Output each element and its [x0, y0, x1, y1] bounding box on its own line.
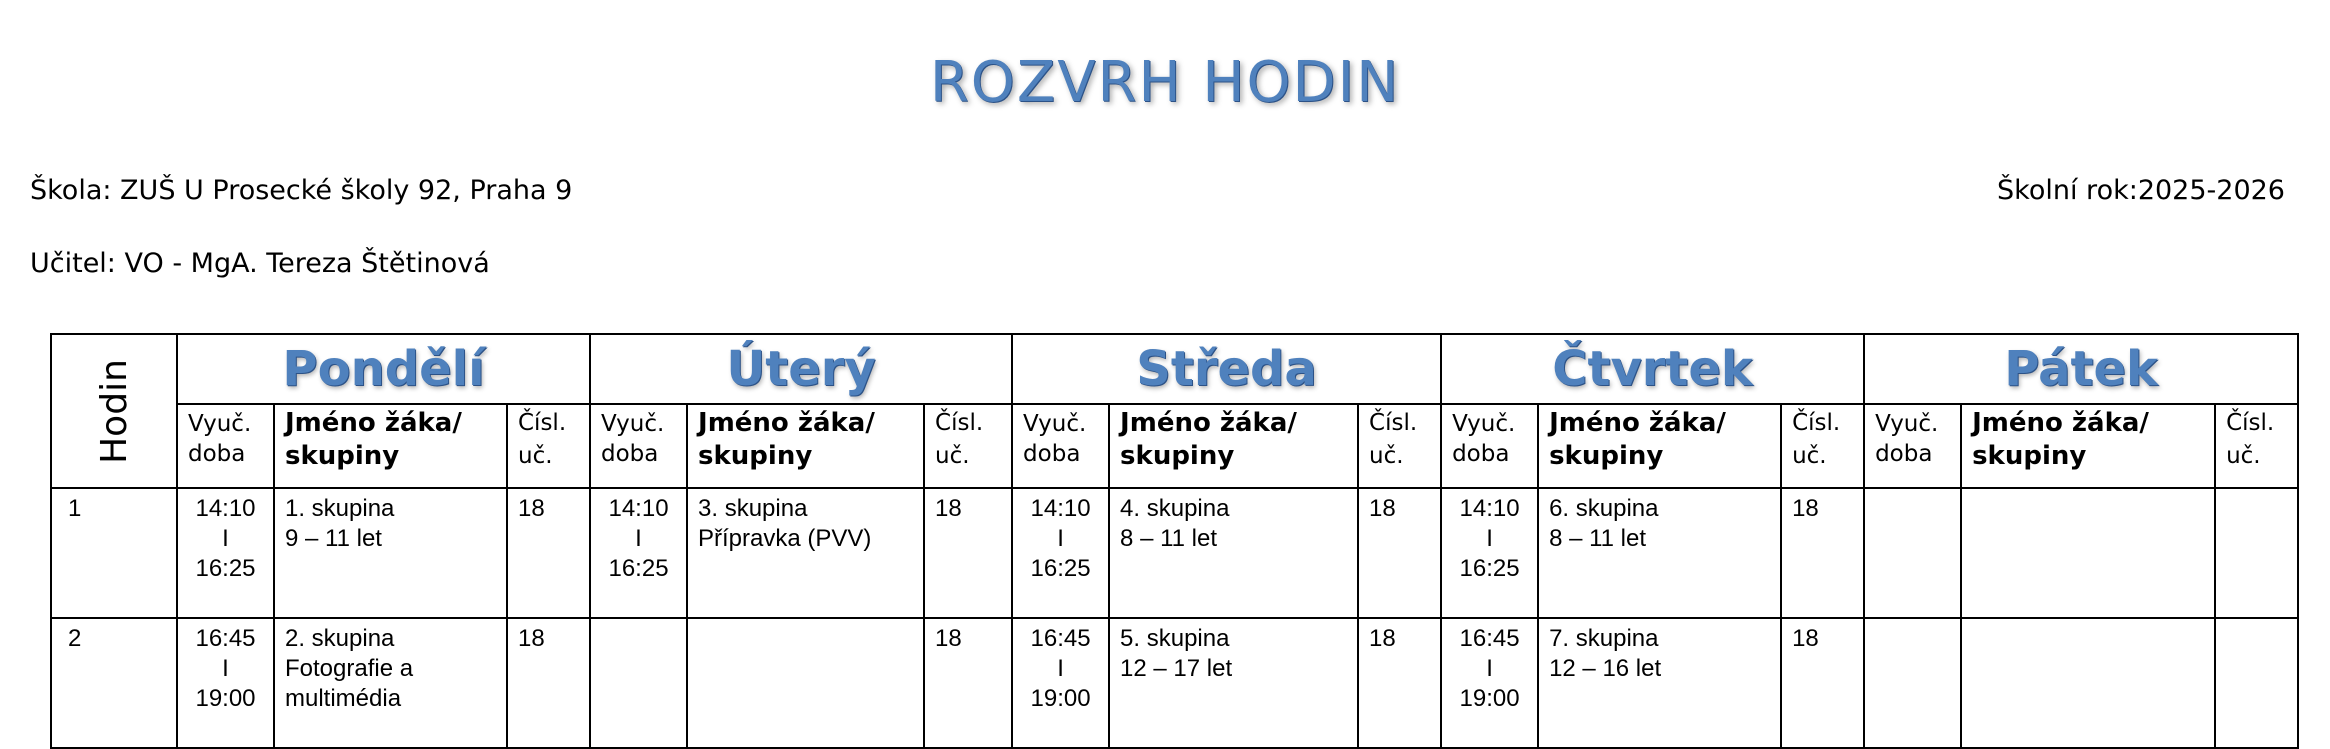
school-year: Školní rok:2025-2026 [1997, 175, 2285, 206]
subheader-room: Čísl. uč. [2215, 404, 2298, 488]
school-info: Škola: ZUŠ U Prosecké školy 92, Praha 9 [30, 175, 573, 206]
room-number: 18 [507, 618, 590, 748]
room-number: 18 [1781, 618, 1864, 748]
subheader-time: Vyuč. doba [590, 404, 687, 488]
lesson-time: 16:45 I 19:00 [1441, 618, 1538, 748]
hour-number: 1 [51, 488, 177, 618]
schedule-table [50, 333, 2299, 749]
subheader-time: Vyuč. doba [1012, 404, 1109, 488]
room-number: 18 [1781, 488, 1864, 618]
hour-number: 2 [51, 618, 177, 748]
subheader-name: Jméno žáka/ skupiny [274, 404, 507, 488]
student-group [687, 618, 924, 748]
room-number: 18 [924, 488, 1012, 618]
table-row [51, 618, 2298, 748]
student-group: 6. skupina 8 – 11 let [1538, 488, 1781, 618]
student-group [1961, 618, 2215, 748]
room-number: 18 [1358, 618, 1441, 748]
student-group: 4. skupina 8 – 11 let [1109, 488, 1358, 618]
lesson-time: 14:10 I 16:25 [177, 488, 274, 618]
student-group: 7. skupina 12 – 16 let [1538, 618, 1781, 748]
teacher-info: Učitel: VO - MgA. Tereza Štětinová [30, 248, 490, 279]
lesson-time [590, 618, 687, 748]
hour-column-header [51, 334, 177, 488]
lesson-time [1864, 488, 1961, 618]
table-row [51, 488, 2298, 618]
lesson-time: 14:10 I 16:25 [1441, 488, 1538, 618]
subheader-time: Vyuč. doba [177, 404, 274, 488]
subheader-room: Čísl. uč. [1358, 404, 1441, 488]
lesson-time: 14:10 I 16:25 [1012, 488, 1109, 618]
subheader-row [51, 404, 2298, 488]
room-number: 18 [507, 488, 590, 618]
day-header-wednesday: Středa [1012, 334, 1441, 404]
student-group: 1. skupina 9 – 11 let [274, 488, 507, 618]
subheader-room: Čísl. uč. [1781, 404, 1864, 488]
subheader-time: Vyuč. doba [1864, 404, 1961, 488]
hour-header-label: Hodin [93, 358, 135, 464]
lesson-time: 14:10 I 16:25 [590, 488, 687, 618]
page-title: ROZVRH HODIN [929, 50, 1401, 115]
room-number: 18 [1358, 488, 1441, 618]
lesson-time: 16:45 I 19:00 [177, 618, 274, 748]
student-group [1961, 488, 2215, 618]
room-number: 18 [924, 618, 1012, 748]
subheader-name: Jméno žáka/ skupiny [1538, 404, 1781, 488]
subheader-name: Jméno žáka/ skupiny [1961, 404, 2215, 488]
room-number [2215, 488, 2298, 618]
subheader-room: Čísl. uč. [924, 404, 1012, 488]
room-number [2215, 618, 2298, 748]
day-header-friday: Pátek [1864, 334, 2298, 404]
subheader-room: Čísl. uč. [507, 404, 590, 488]
student-group: 2. skupina Fotografie a multimédia [274, 618, 507, 748]
subheader-name: Jméno žáka/ skupiny [1109, 404, 1358, 488]
day-header-thursday: Čtvrtek [1441, 334, 1864, 404]
lesson-time [1864, 618, 1961, 748]
student-group: 5. skupina 12 – 17 let [1109, 618, 1358, 748]
lesson-time: 16:45 I 19:00 [1012, 618, 1109, 748]
student-group: 3. skupina Přípravka (PVV) [687, 488, 924, 618]
subheader-time: Vyuč. doba [1441, 404, 1538, 488]
subheader-name: Jméno žáka/ skupiny [687, 404, 924, 488]
day-header-monday: Pondělí [177, 334, 590, 404]
day-header-tuesday: Úterý [590, 334, 1012, 404]
